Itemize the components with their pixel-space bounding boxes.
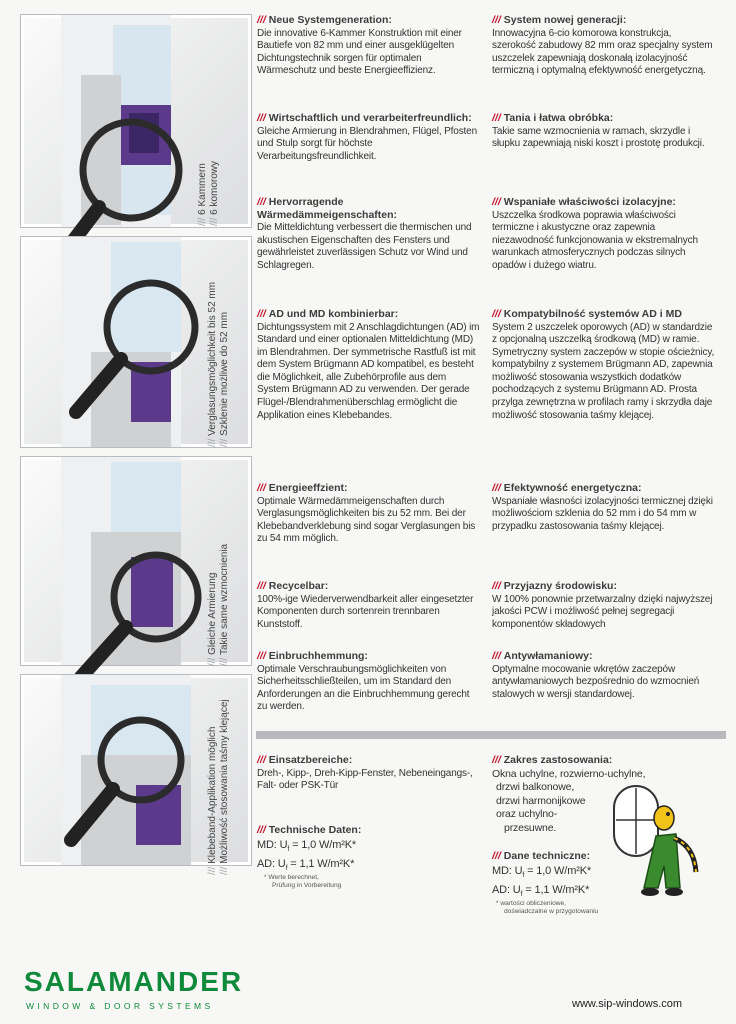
usage-pl: /// Zakres zastosowania: Okna uchylne, rozwierno-uchylne, drzwi balkonowe, drzwi harmonijkowe oraz uchylno- przesuwne. — [492, 754, 646, 834]
section-de-5: /// Recycelbar: 100%-ige Wiederverwendbarkeit aller eingesetzter Komponenten durch sortenrein trennbaren Kunststoff. — [257, 580, 474, 630]
profile-panel-2 — [20, 236, 252, 448]
section-pl-2: /// Wspaniałe właściwości izolacyjne: Uszczelka środkowa poprawia właściwości termiczne i akustyczne oraz zapewnia niezawodność funkcjonowania w ekstremalnych warunkach atmosferycznych podczas silnych opadów i dużego wiatru. — [492, 196, 698, 271]
profile-panel-3 — [20, 456, 252, 666]
section-divider — [256, 731, 726, 739]
brand-logo: SALAMANDER — [24, 966, 244, 997]
tech-data-de: /// Technische Daten: MD: $U_f = 1,0$ W/m²K* AD: $U_f = 1,1$ W/m²K* — [257, 824, 362, 872]
profile-panel-1 — [20, 14, 252, 228]
profile-panel-4 — [20, 674, 252, 875]
section-de-2: /// Hervorragende Wärmedämmeigenschaften: Die Mitteldichtung verbessert die thermischen und akustischen Eigenschaften des Fensters und gewährleistet zuverlässigen Schutz vor Wind und Schlagregen. — [257, 196, 472, 271]
panel-1-caption: /// 6 Kammern /// 6 komorowy — [197, 160, 220, 226]
section-pl-6: /// Antywłamaniowy: Optymalne mocowanie wkrętów zaczepów antywłamaniowych bezpośrednio do wzmocnień stalowych w wersji standardowej. — [492, 650, 700, 700]
section-pl-0: /// System nowej generacji: Innowacyjna 6-cio komorowa konstrukcja, szerokość zabudowy 82 mm oraz specjalny system uszczelek zapewniają doskonałą izolacyjność termiczną i optymalną efektywność energetyczną. — [492, 14, 713, 77]
section-pl-3: /// Kompatybilność systemów AD i MD System 2 uszczelek oporowych (AD) w standardzie z opcjonalną uszczelką środkową (MD) w ramie. Symetryczny system zaczepów w stopie ościeżnicy, kompatybilny z systemem Brügmann AD, zapewnia możliwość stosowania wszystkich dodatków pochodzących z systemu Brügmann AD. Prosta przylga zewnętrzna w profilach ramy i skrzydła daje możliwość stosowania taśmy klejącej. — [492, 308, 715, 421]
section-de-4: /// Energieeffzient: Optimale Wärmedämmeigenschaften durch Verglasungsmöglichkeiten bis zu 52 mm. Bei der Klebebandverklebung sind sogar Verglasungen bis zu 54 mm möglich. — [257, 482, 476, 545]
website-link[interactable]: www.sip-windows.com — [572, 998, 683, 1010]
usage-de: /// Einsatzbereiche: Dreh-, Kipp-, Dreh-Kipp-Fenster, Nebeneingangs-, Falt- oder PSK-Tür — [257, 754, 473, 792]
section-de-0: /// Neue Systemgeneration: Die innovative 6-Kammer Konstruktion mit einer Bautiefe von 82 mm und einer ausgeklügelten Dichtungstechnik sorgen für optimalen Wärmeschutz und beste Energieeffizienz. — [257, 14, 462, 77]
section-de-1: /// Wirtschaftlich und verarbeiterfreundlich: Gleiche Armierung in Blendrahmen, Flügel, Pfosten und Stulp sorgt für höchste Verarbeitungsfreundlichkeit. — [257, 112, 477, 162]
section-de-3: /// AD und MD kombinierbar: Dichtungssystem mit 2 Anschlagdichtungen (AD) im Standard und einer optionalen Mitteldichtung (MD) im Blendrahmen. Der symmetrische Rastfuß ist mit dem System Brügmann AD kompatibel, es besteht die Möglichkeit, alle Zubehörprofile aus dem System Brügmann AD zu verwenden. Der gerade Flügel-/Blendrahmenüberschlag ermöglicht die Applikation eines Klebebandes. — [257, 308, 480, 421]
footnote-pl: * wartości obliczeniowe, doświadczalne w przygotowaniu — [496, 900, 599, 915]
brand-tagline: WINDOW & DOOR SYSTEMS — [26, 1001, 214, 1011]
section-de-6: /// Einbruchhemmung: Optimale Verschraubungsmöglichkeiten von Sicherheitsschließteilen, um im Standard den Anforderungen an die Einbruchhemmung gerecht zu werden. — [257, 650, 470, 713]
section-pl-5: /// Przyjazny środowisku: W 100% ponownie przetwarzalny dzięki najwyższej jakości PCW i możliwość pełnej segregacji komponentów składowych — [492, 580, 713, 630]
tech-data-pl: /// Dane techniczne: MD: $U_f = 1,0$ W/m²K* AD: $U_f = 1,1$ W/m²K* — [492, 850, 592, 898]
section-pl-4: /// Efektywność energetyczna: Wspaniałe własności izolacyjności termicznej dzięki możliwościom szklenia do 52 mm i do 54 mm w przypadku zastosowania taśmy klejącej. — [492, 482, 713, 532]
salamander-mascot-icon — [604, 776, 714, 926]
footnote-de: * Werte berechnet, Prüfung in Vorbereitung — [264, 874, 342, 889]
panel-3-caption: /// Gleiche Armierung /// Takie same wzmocnienia — [207, 543, 230, 666]
panel-4-caption: /// Klebeband-Applikation möglich /// Możliwość stosowania taśmy klejącej — [207, 699, 230, 875]
section-pl-1: /// Tania i łatwa obróbka: Takie same wzmocnienia w ramach, skrzydle i słupku zapewniają niski koszt i prostotę produkcji. — [492, 112, 705, 150]
panel-2-caption: /// Verglasungsmöglichkeit bis 52 mm /// Szklenie możliwe do 52 mm — [207, 281, 230, 447]
